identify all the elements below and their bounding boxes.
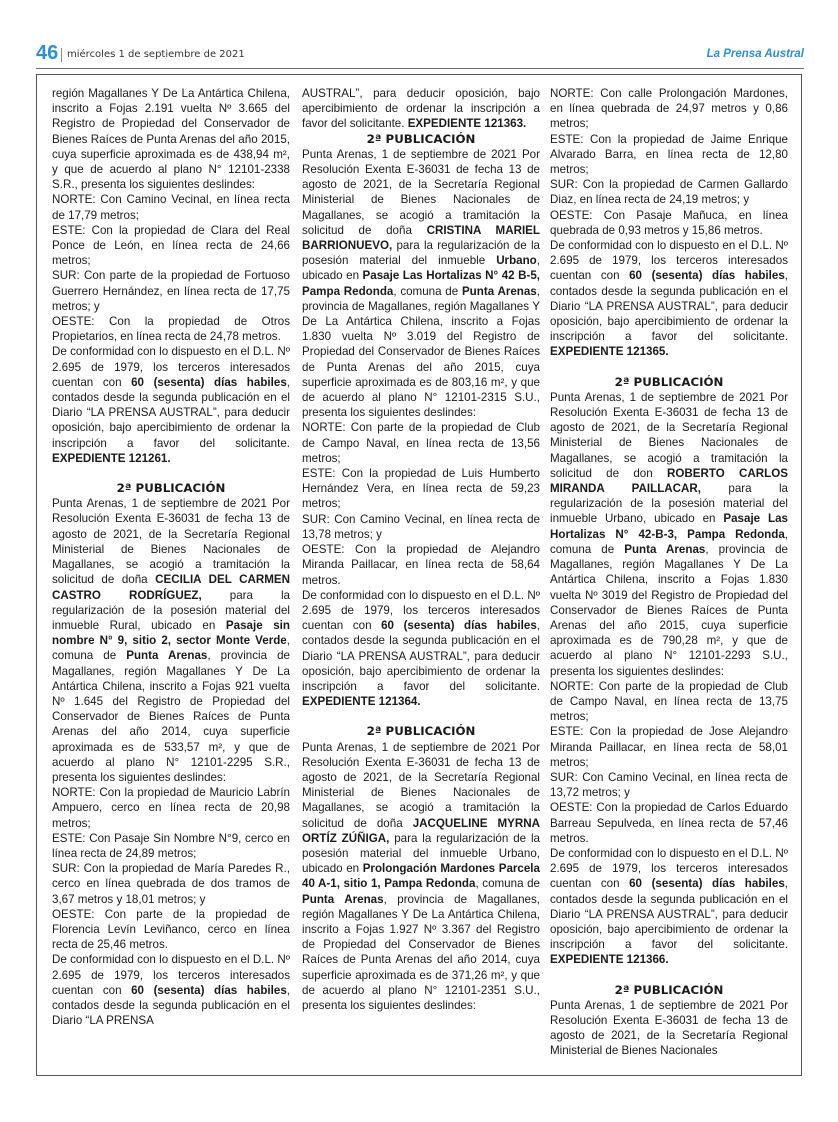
publication-heading: 2ª PUBLICACIÓN [366,131,476,146]
boundary-east: ESTE: Con la propiedad de Clara del Real Ponce de León, en línea recta de 24,66 metros; [52,223,290,268]
boundary-north: NORTE: Con parte de la propiedad de Club de Campo Naval, en línea recta de 13,75 metros; [550,679,788,724]
boundary-north: NORTE: Con la propiedad de Mauricio Labrín Ampuero, cerco en línea recta de 20,98 metros; [52,786,290,830]
notice-paragraph: región Magallanes Y De La Antártica Chilena, inscrito a Fojas 2.191 vuelta Nº 3.665 del Registro de Propiedad del Conservador de Bienes Raíces de Punta Arenas del año 2015, cuya superficie aproximada es de 438,94 m², y que de acuerdo al plano N° 12101-2338 S.R., presenta los siguientes deslindes: [52,87,290,192]
issue-date: miércoles 1 de septiembre de 2021 [67,49,245,60]
expediente-number: EXPEDIENTE 121261. [52,451,171,465]
boundary-east: ESTE: Con Pasaje Sin Nombre N°9, cerco en línea recta de 24,89 metros; [52,831,290,860]
publication-heading: 2ª PUBLICACIÓN [614,982,724,997]
notice-paragraph: Punta Arenas, 1 de septiembre de 2021 Por Resolución Exenta E-36031 de fecha 13 de agosto de 2021, de la Secretaría Regional Ministerial de Bienes Nacionales de Magallanes, se acogió a tramitación la solicitud de doña CRISTINA MARIEL BARRIONUEVO, para la regularización de la posesión material del inmueble Urbano, ubicado en Pasaje Las Hortalizas N° 42 B-5, Pampa Redonda, comuna de Punta Arenas, provincia de Magallanes, región Magallanes Y De La Antártica Chilena, inscrito a Fojas 1.830 vuelta Nº 3.019 del Registro de Propiedad del Conservador de Bienes Raíces de Punta Arenas del año 2015, cuya superficie aproximada es de 803,16 m², y que de acuerdo al plano N° 12101-2315 S.U., presenta los siguientes deslindes: [302,147,540,420]
boundary-south: SUR: Con la propiedad de María Paredes R., cerco en línea quebrada de dos tramos de 3,67 metros y 18,01 metros; y [52,862,290,906]
conformity-paragraph: De conformidad con lo dispuesto en el D.L. Nº 2.695 de 1979, los terceros interesados cuentan con 60 (sesenta) días habiles, contados desde la segunda publicación en el Diario “LA PRENSA [52,953,290,1028]
notice-paragraph: Punta Arenas, 1 de septiembre de 2021 Por Resolución Exenta E-36031 de fecha 13 de agosto de 2021, de la Secretaría Regional Ministerial de Bienes Nacionales de Magallanes, se acogió a tramitación la solicitud de doña JACQUELINE MYRNA ORTÍZ ZÚÑIGA, para la regularización de la posesión material del inmueble Urbano, ubicado en Prolongación Mardones Parcela 40 A-1, sitio 1, Pampa Redonda, comuna de Punta Arenas, provincia de Magallanes, región Magallanes Y De La Antártica Chilena, inscrito a Fojas 1.927 Nº 3.367 del Registro de Propiedad del Conservador de Bienes Raíces de Punta Arenas del año 2014, cuya superficie aproximada es de 371,26 m², y que de acuerdo al plano N° 12101-2351 S.U., presenta los siguientes deslindes: [302,740,540,1012]
boundary-west: OESTE: Con Pasaje Mañuca, en línea quebrada de 0,93 metros y 15,86 metros. [550,208,788,237]
boundary-east: ESTE: Con la propiedad de Jaime Enrique Alvarado Barra, en línea recta de 12,80 metros; [550,132,788,177]
boundary-west: OESTE: Con la propiedad de Otros Propietarios, en línea recta de 24,78 metros. [52,315,290,344]
applicant-name: CECILIA DEL CARMEN CASTRO RODRÍGUEZ, [52,573,290,602]
boundary-west: OESTE: Con la propiedad de Carlos Eduardo Barreau Sepulveda, en línea recta de 57,46 metros. [550,801,788,845]
publication-heading: 2ª PUBLICACIÓN [614,374,724,389]
applicant-name: CRISTINA MARIEL BARRIONUEVO, [302,223,540,253]
property-location: Pasaje Las Hortalizas N° 42-B-3, Pampa Redonda [550,512,788,541]
newspaper-brand: La Prensa Austral [706,48,804,60]
conformity-paragraph: De conformidad con lo dispuesto en el D.L. Nº 2.695 de 1979, los terceros interesados cuentan con 60 (sesenta) días habiles, contados desde la segunda publicación en el Diario “LA PRENSA AUSTRAL”, para deducir oposición, bajo apercibimiento de ordenar la inscripción a favor del solicitante. EXPEDIENTE 121364. [302,588,540,709]
column-2 [302,86,540,1066]
property-location: Prolongación Mardones Parcela 40 A-1, sitio 1, Pampa Redonda [302,862,540,891]
header-divider [61,48,62,62]
conformity-paragraph: De conformidad con lo dispuesto en el D.L. Nº 2.695 de 1979, los terceros interesados cuentan con 60 (sesenta) días habiles, contados desde la segunda publicación en el Diario “LA PRENSA AUSTRAL”, para deducir oposición, bajo apercibimiento de ordenar la inscripción a favor del solicitante. EXPEDIENTE 121365. [550,239,788,359]
boundary-north: NORTE: Con calle Prolongación Mardones, en línea quebrada de 24,97 metros y 0,86 metros; [550,87,788,131]
expediente-number: EXPEDIENTE 121366. [550,953,669,967]
column-1 [52,86,290,1066]
column-3 [550,86,788,1066]
page-header [36,42,804,69]
conformity-paragraph: De conformidad con lo dispuesto en el D.L. Nº 2.695 de 1979, los terceros interesados cuentan con 60 (sesenta) días habiles, contados desde la segunda publicación en el Diario “LA PRENSA AUSTRAL”, para deducir oposición, bajo apercibimiento de ordenar la inscripción a favor del solicitante. EXPEDIENTE 121261. [52,345,290,465]
publication-heading: 2ª PUBLICACIÓN [116,481,226,496]
boundary-east: ESTE: Con la propiedad de Jose Alejandro Miranda Paillacar, en línea recta de 58,01 metros; [550,725,788,769]
boundary-south: SUR: Con parte de la propiedad de Fortuoso Guerrero Hernández, en línea recta de 17,75 metros; y [52,269,290,313]
expediente-number: EXPEDIENTE 121363. [407,117,527,131]
notice-paragraph: Punta Arenas, 1 de septiembre de 2021 Por Resolución Exenta E-36031 de fecha 13 de agosto de 2021, de la Secretaría Regional Ministerial de Bienes Nacionales de Magallanes, se acogió a tramitación la solicitud de don ROBERTO CARLOS MIRANDA PAILLACAR, para la regularización de la posesión material del inmueble Urbano, ubicado en Pasaje Las Hortalizas N° 42-B-3, Pampa Redonda, comuna de Punta Arenas, provincia de Magallanes, región Magallanes Y De La Antártica Chilena, inscrito a Fojas 1.830 vuelta Nº 3019 del Registro de Propiedad del Conservador de Bienes Raíces de Punta Arenas del año 2015, cuya superficie aproximada es de 790,28 m², y que de acuerdo al plano N° 12101-2293 S.U., presenta los siguientes deslindes: [550,390,788,678]
boundary-south: SUR: Con Camino Vecinal, en línea recta de 13,72 metros; y [550,770,788,800]
conformity-paragraph: AUSTRAL”, para deducir oposición, bajo apercibimiento de ordenar la inscripción a favor del solicitante. EXPEDIENTE 121363. [302,87,540,131]
boundary-north: NORTE: Con parte de la propiedad de Club de Campo Naval, en línea recta de 13,56 metros; [302,421,540,465]
applicant-name: JACQUELINE MYRNA ORTÍZ ZÚÑIGA, [302,816,540,845]
boundary-south: SUR: Con Camino Vecinal, en línea recta de 13,78 metros; y [302,512,540,541]
expediente-number: EXPEDIENTE 121365. [550,345,669,359]
boundary-west: OESTE: Con la propiedad de Alejandro Miranda Paillacar, en línea recta de 58,64 metros. [302,543,540,587]
expediente-number: EXPEDIENTE 121364. [302,695,421,709]
page-number: 46 [36,42,59,64]
boundary-south: SUR: Con la propiedad de Carmen Gallardo Diaz, en línea recta de 24,19 metros; y [550,178,788,207]
publication-heading: 2ª PUBLICACIÓN [366,724,476,739]
notice-paragraph: Punta Arenas, 1 de septiembre de 2021 Por Resolución Exenta E-36031 de fecha 13 de agosto de 2021, de la Secretaría Regional Ministerial de Bienes Nacionales [550,998,788,1058]
boundary-north: NORTE: Con Camino Vecinal, en línea recta de 17,79 metros; [52,193,290,222]
notice-paragraph: Punta Arenas, 1 de septiembre de 2021 Por Resolución Exenta E-36031 de fecha 13 de agosto de 2021, de la Secretaría Regional Ministerial de Bienes Nacionales de Magallanes, se acogió a tramitación la solicitud de doña CECILIA DEL CARMEN CASTRO RODRÍGUEZ, para la regularización de la posesión material del inmueble Rural, ubicado en Pasaje sin nombre N° 9, sitio 2, sector Monte Verde, comuna de Punta Arenas, provincia de Magallanes, región Magallanes Y De La Antártica Chilena, inscrito a Fojas 921 vuelta Nº 1.645 del Registro de Propiedad del Conservador de Bienes Raíces de Punta Arenas del año 2014, cuya superficie aproximada es de 533,57 m², y que de acuerdo al plano N° 12101-2295 S.R., presenta los siguientes deslindes: [52,497,290,784]
conformity-paragraph: De conformidad con lo dispuesto en el D.L. Nº 2.695 de 1979, los terceros interesados cuentan con 60 (sesenta) días habiles, contados desde la segunda publicación en el Diario “LA PRENSA AUSTRAL”, para deducir oposición, bajo apercibimiento de ordenar la inscripción a favor del solicitante. EXPEDIENTE 121366. [550,846,788,967]
property-location: Pasaje sin nombre N° 9, sitio 2, sector Monte Verde [52,618,290,648]
boundary-west: OESTE: Con parte de la propiedad de Florencia Levín Leviñanco, cerco en línea recta de 25,46 metros. [52,907,290,952]
property-location: Pasaje Las Hortalizas N° 42 B-5, Pampa Redonda [302,269,540,298]
boundary-east: ESTE: Con la propiedad de Luis Humberto Hernández Vera, en línea recta de 59,23 metros; [302,467,540,511]
applicant-name: ROBERTO CARLOS MIRANDA PAILLACAR, [550,466,788,496]
